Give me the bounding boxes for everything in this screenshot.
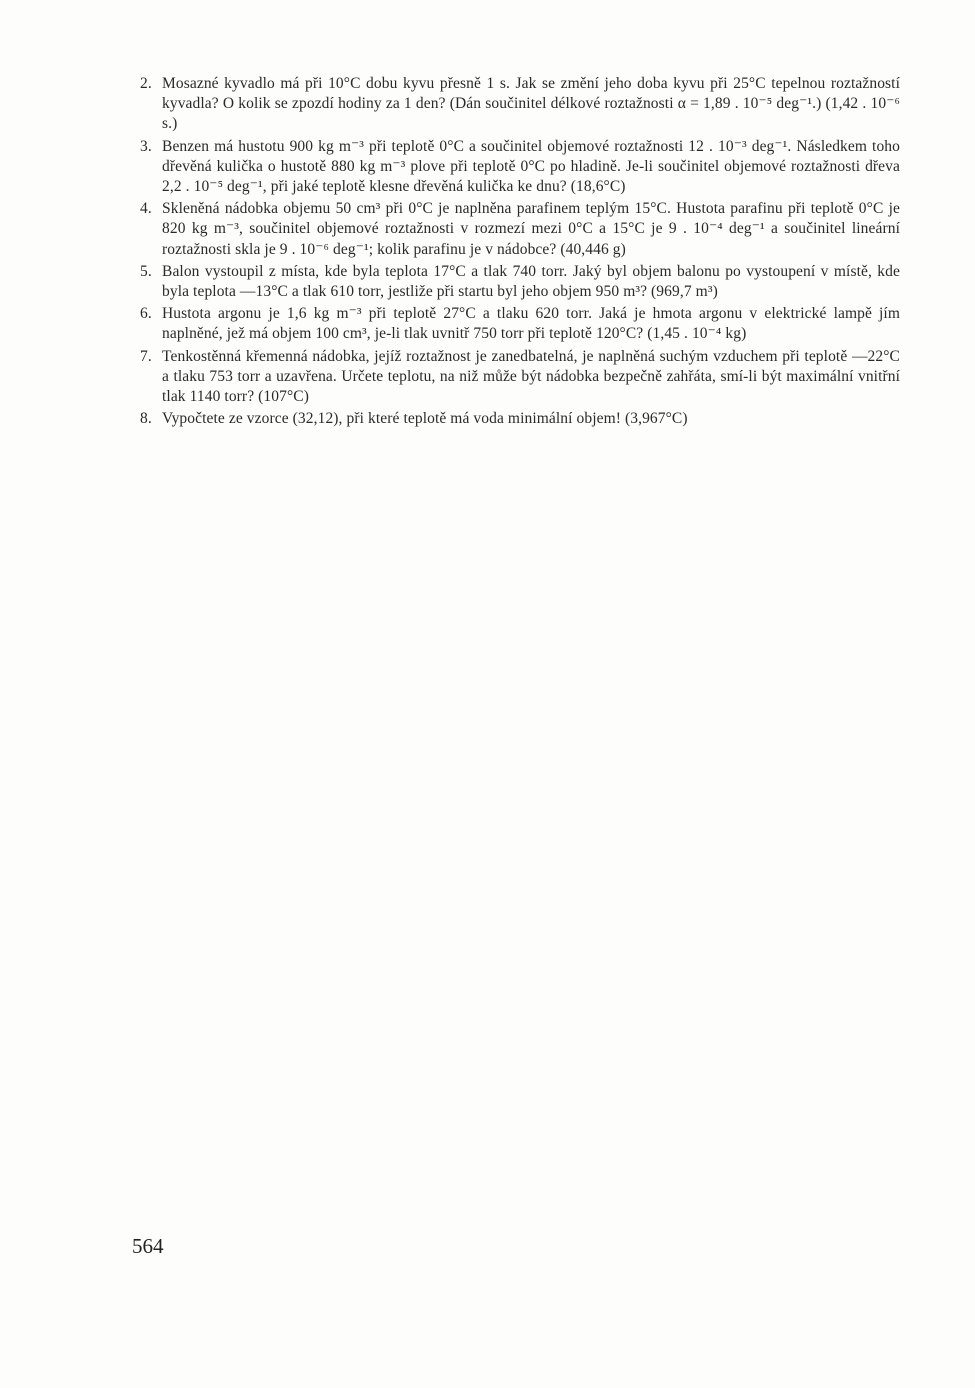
problem-text: Tenkostěnná křemenná nádobka, jejíž roztažnost je zanedbatelná, je naplněná suchým vzduchem při teplotě —22°C a tlaku 753 torr a uzavřena. Určete teplotu, na niž může být nádobka bezpečně zahřáta, smí-li být maximální vnitřní tlak 1140 torr? (107°C) — [162, 347, 900, 406]
problem-4 — [140, 199, 900, 260]
problem-6 — [140, 304, 900, 344]
problem-3 — [140, 137, 900, 198]
page-number: 564 — [132, 1234, 164, 1258]
problem-7 — [140, 347, 900, 408]
problem-number: 8. — [140, 410, 152, 428]
problem-text: Benzen má hustotu 900 kg m⁻³ při teplotě 0°C a součinitel objemové roztažnosti 12 . 10⁻³ deg⁻¹. Následkem toho dřevěná kulička o hustotě 880 kg m⁻³ plove při teplotě 0°C po hladině. Je-li součinitel objemové roztažnosti dřeva 2,2 . 10⁻⁵ deg⁻¹, při jaké teplotě klesne dřevěná kulička ke dnu? (18,6°C) — [162, 137, 900, 196]
problem-number: 3. — [140, 137, 152, 155]
problem-text: Mosazné kyvadlo má při 10°C dobu kyvu přesně 1 s. Jak se změní jeho doba kyvu při 25°C tepelnou roztažností kyvadla? O kolik se zpozdí hodiny za 1 den? (Dán součinitel délkové roztažnosti α = 1,89 . 10⁻⁵ deg⁻¹.) (1,42 . 10⁻⁶ s.) — [162, 75, 900, 133]
problem-text: Vypočtete ze vzorce (32,12), při které teplotě má voda minimální objem! (3,967°C) — [162, 410, 688, 428]
problem-2 — [140, 74, 900, 135]
problem-text: Balon vystoupil z místa, kde byla teplota 17°C a tlak 740 torr. Jaký byl objem balonu po vystoupení v místě, kde byla teplota —13°C a tlak 610 torr, jestliže při startu byl jeho objem 950 m³? (969,7 m³) — [162, 262, 900, 301]
problem-8 — [140, 409, 900, 429]
problem-text: Hustota argonu je 1,6 kg m⁻³ při teplotě 27°C a tlaku 620 torr. Jaká je hmota argonu v elektrické lampě jím naplněné, jež má objem 100 cm³, je-li tlak uvnitř 750 torr při teplotě 120°C? (1,45 . 10⁻⁴ kg) — [162, 305, 900, 343]
problem-text: Skleněná nádobka objemu 50 cm³ při 0°C je naplněna parafinem teplým 15°C. Hustota parafinu při teplotě 0°C je 820 kg m⁻³, součinitel objemové roztažnosti v rozmezí mezi 0°C a 15°C je 9 . 10⁻⁴ deg⁻¹ a součinitel lineární roztažnosti skla je 9 . 10⁻⁶ deg⁻¹; kolik parafinu je v nádobce? (40,446 g) — [162, 200, 900, 258]
problem-number: 5. — [140, 262, 152, 280]
problem-number: 7. — [140, 347, 152, 365]
problem-list — [140, 74, 900, 431]
problem-5 — [140, 262, 900, 302]
problem-number: 4. — [140, 200, 152, 218]
problem-number: 2. — [140, 75, 152, 92]
problem-number: 6. — [140, 305, 152, 323]
